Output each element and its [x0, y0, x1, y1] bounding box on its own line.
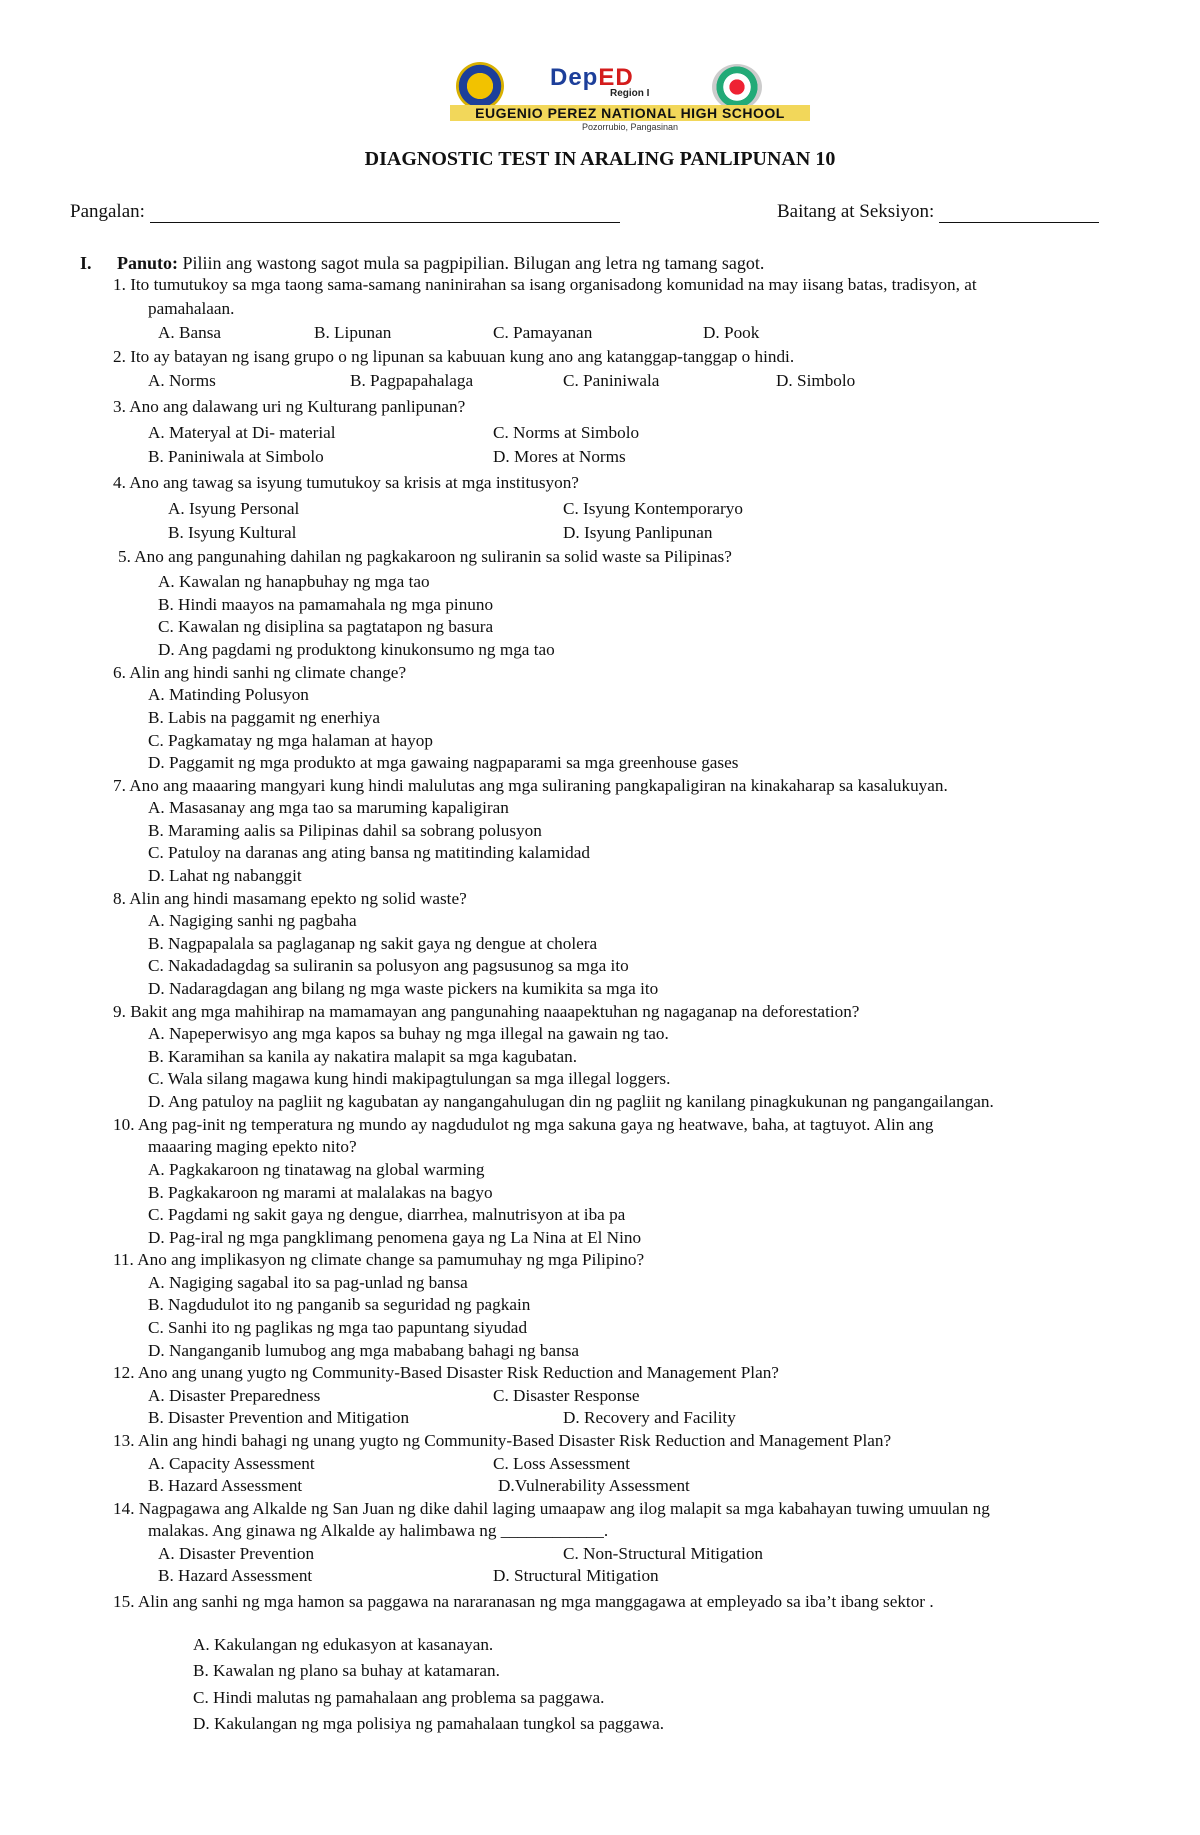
question-text: 7. Ano ang maaaring mangyari kung hindi malulutas ang mga suliraning pangkapaligiran na kinakaharap sa kasalukuyan. — [113, 776, 948, 795]
answer-choice[interactable]: C. Nakadadagdag sa suliranin sa polusyon ang pagsusunog sa mga ito — [148, 956, 629, 975]
answer-choice[interactable]: B. Labis na paggamit ng enerhiya — [148, 708, 380, 727]
answer-choice[interactable]: B. Pagkakaroon ng marami at malalakas na bagyo — [148, 1183, 493, 1202]
question-text: 3. Ano ang dalawang uri ng Kulturang panlipunan? — [113, 397, 466, 416]
answer-choice[interactable]: A. Disaster Preparedness — [148, 1386, 321, 1405]
answer-choice[interactable]: C. Wala silang magawa kung hindi makipagtulungan sa mga illegal loggers. — [148, 1069, 671, 1088]
answer-choice[interactable]: C. Paniniwala — [563, 371, 660, 390]
name-blank[interactable] — [150, 205, 620, 223]
answer-choice[interactable]: A. Kakulangan ng edukasyon at kasanayan. — [193, 1635, 494, 1654]
answer-choice[interactable]: D. Isyung Panlipunan — [563, 523, 713, 542]
school-header — [450, 58, 810, 134]
question-text: 5. Ano ang pangunahing dahilan ng pagkakaroon ng suliranin sa solid waste sa Pilipinas? — [118, 547, 732, 566]
instruction-label: Panuto: — [117, 253, 179, 273]
answer-choice[interactable]: B. Lipunan — [314, 323, 392, 342]
answer-choice[interactable]: A. Materyal at Di- material — [148, 423, 336, 442]
question-text: 2. Ito ay batayan ng isang grupo o ng lipunan sa kabuuan kung ano ang katanggap-tanggap o hindi. — [113, 347, 795, 366]
section-blank[interactable] — [939, 205, 1099, 223]
instruction-text: Piliin ang wastong sagot mula sa pagpipilian. Bilugan ang letra ng tamang sagot. — [178, 253, 765, 273]
question-text: 9. Bakit ang mga mahihirap na mamamayan ang pangunahing naaapektuhan ng nagaganap na deforestation? — [113, 1002, 860, 1021]
question-text-continued: pamahalaan. — [148, 299, 235, 318]
question-text: 4. Ano ang tawag sa isyung tumutukoy sa krisis at mga institusyon? — [113, 473, 579, 492]
question-text: 6. Alin ang hindi sanhi ng climate change? — [113, 663, 407, 682]
instruction — [80, 253, 764, 274]
answer-choice[interactable]: C. Disaster Response — [493, 1386, 640, 1405]
question-text: 13. Alin ang hindi bahagi ng unang yugto ng Community-Based Disaster Risk Reduction and Management Plan? — [113, 1431, 892, 1450]
answer-choice[interactable]: D. Kakulangan ng mga polisiya ng pamahalaan tungkol sa paggawa. — [193, 1714, 665, 1733]
answer-choice[interactable]: D. Paggamit ng mga produkto at mga gawaing nagpaparami sa mga greenhouse gases — [148, 753, 739, 772]
answer-choice[interactable]: C. Non-Structural Mitigation — [563, 1544, 764, 1563]
answer-choice[interactable]: B. Pagpapahalaga — [350, 371, 474, 390]
answer-choice[interactable]: A. Napeperwisyo ang mga kapos sa buhay ng mga illegal na gawain ng tao. — [148, 1024, 669, 1043]
brand-prefix: Dep — [550, 64, 599, 91]
answer-choice[interactable]: C. Loss Assessment — [493, 1454, 631, 1473]
answer-choice[interactable]: C. Pagdami ng sakit gaya ng dengue, diarrhea, malnutrisyon at iba pa — [148, 1205, 626, 1224]
question-text: 12. Ano ang unang yugto ng Community-Based Disaster Risk Reduction and Management Plan? — [113, 1363, 779, 1382]
section-label: Baitang at Seksiyon: — [777, 201, 935, 222]
answer-choice[interactable]: B. Hazard Assessment — [148, 1476, 303, 1495]
answer-choice[interactable]: D. Pook — [703, 323, 760, 342]
answer-choice[interactable]: D. Simbolo — [776, 371, 856, 390]
answer-choice[interactable]: D. Mores at Norms — [493, 447, 626, 466]
answer-choice[interactable]: B. Disaster Prevention and Mitigation — [148, 1408, 410, 1427]
answer-choice[interactable]: A. Disaster Prevention — [158, 1544, 315, 1563]
answer-choice[interactable]: D. Pag-iral ng mga pangklimang penomena gaya ng La Nina at El Nino — [148, 1228, 642, 1247]
page-title: DIAGNOSTIC TEST IN ARALING PANLIPUNAN 10 — [364, 148, 836, 170]
answer-choice[interactable]: B. Kawalan ng plano sa buhay at katamaran. — [193, 1661, 500, 1680]
answer-choice[interactable]: C. Hindi malutas ng pamahalaan ang problema sa paggawa. — [193, 1688, 605, 1707]
answer-choice[interactable]: C. Sanhi ito ng paglikas ng mga tao papuntang siyudad — [148, 1318, 528, 1337]
school-name: EUGENIO PEREZ NATIONAL HIGH SCHOOL — [450, 105, 810, 121]
instruction-number: I. — [80, 253, 92, 273]
answer-choice[interactable]: A. Norms — [148, 371, 216, 390]
question-text-continued: malakas. Ang ginawa ng Alkalde ay halimbawa ng ____________. — [148, 1521, 609, 1540]
answer-choice[interactable]: A. Isyung Personal — [168, 499, 300, 518]
answer-choice[interactable]: C. Patuloy na daranas ang ating bansa ng matitinding kalamidad — [148, 843, 590, 862]
answer-choice[interactable]: B. Hazard Assessment — [158, 1566, 313, 1585]
answer-choice[interactable]: A. Matinding Polusyon — [148, 685, 309, 704]
answer-choice[interactable]: B. Hindi maayos na pamamahala ng mga pinuno — [158, 595, 494, 614]
region-label: Region I — [610, 88, 650, 99]
answer-choice[interactable]: D. Nadaragdagan ang bilang ng mga waste pickers na kumikita sa mga ito — [148, 979, 659, 998]
answer-choice[interactable]: B. Karamihan sa kanila ay nakatira malapit sa mga kagubatan. — [148, 1047, 578, 1066]
answer-choice[interactable]: A. Pagkakaroon ng tinatawag na global warming — [148, 1160, 485, 1179]
question-text: 15. Alin ang sanhi ng mga hamon sa paggawa na nararanasan ng mga manggagawa at empleyado sa iba’t ibang sektor . — [113, 1592, 934, 1611]
question-text: 11. Ano ang implikasyon ng climate change sa pamumuhay ng mga Pilipino? — [113, 1250, 645, 1269]
answer-choice[interactable]: D. Ang pagdami ng produktong kinukonsumo ng mga tao — [158, 640, 555, 659]
school-town: Pozorrubio, Pangasinan — [581, 122, 679, 132]
question-text: 8. Alin ang hindi masamang epekto ng solid waste? — [113, 889, 467, 908]
question-text: 1. Ito tumutukoy sa mga taong sama-samang naninirahan sa isang organisadong komunidad na may iisang batas, tradisyon, at — [113, 275, 977, 294]
division-seal-icon — [456, 62, 504, 110]
answer-choice[interactable]: B. Nagdudulot ito ng panganib sa seguridad ng pagkain — [148, 1295, 531, 1314]
answer-choice[interactable]: C. Pagkamatay ng mga halaman at hayop — [148, 731, 433, 750]
school-seal-icon — [712, 64, 762, 110]
name-label: Pangalan: — [70, 201, 145, 222]
answer-choice[interactable]: A. Nagiging sagabal ito sa pag-unlad ng bansa — [148, 1273, 468, 1292]
brand-suffix: ED — [598, 64, 634, 91]
answer-choice[interactable]: B. Paniniwala at Simbolo — [148, 447, 324, 466]
name-field — [70, 201, 620, 223]
answer-choice[interactable]: A. Nagiging sanhi ng pagbaha — [148, 911, 357, 930]
answer-choice[interactable]: D. Recovery and Facility — [563, 1408, 736, 1427]
answer-choice[interactable]: D. Ang patuloy na pagliit ng kagubatan ay nangangahulugan din ng pagliit ng kanilang pinagkukunan ng pangangailangan. — [148, 1092, 994, 1111]
answer-choice[interactable]: B. Isyung Kultural — [168, 523, 297, 542]
answer-choice[interactable]: B. Nagpapalala sa paglaganap ng sakit gaya ng dengue at cholera — [148, 934, 598, 953]
answer-choice[interactable]: A. Masasanay ang mga tao sa maruming kapaligiran — [148, 798, 509, 817]
question-text-continued: maaaring maging epekto nito? — [148, 1137, 357, 1156]
answer-choice[interactable]: D.Vulnerability Assessment — [498, 1476, 690, 1495]
answer-choice[interactable]: A. Bansa — [158, 323, 222, 342]
answer-choice[interactable]: A. Kawalan ng hanapbuhay ng mga tao — [158, 572, 430, 591]
answer-choice[interactable]: C. Kawalan ng disiplina sa pagtatapon ng basura — [158, 617, 494, 636]
answer-choice[interactable]: C. Isyung Kontemporaryo — [563, 499, 743, 518]
answer-choice[interactable]: A. Capacity Assessment — [148, 1454, 315, 1473]
answer-choice[interactable]: C. Pamayanan — [493, 323, 593, 342]
answer-choice[interactable]: D. Structural Mitigation — [493, 1566, 659, 1585]
answer-choice[interactable]: D. Nanganganib lumubog ang mga mababang bahagi ng bansa — [148, 1341, 580, 1360]
answer-choice[interactable]: C. Norms at Simbolo — [493, 423, 640, 442]
answer-choice[interactable]: D. Lahat ng nabanggit — [148, 866, 302, 885]
question-text: 14. Nagpagawa ang Alkalde ng San Juan ng dike dahil laging umaapaw ang ilog malapit sa mga kabahayan tuwing umuulan ng — [113, 1499, 990, 1518]
question-text: 10. Ang pag-init ng temperatura ng mundo ay nagdudulot ng mga sakuna gaya ng heatwave, baha, at tagtuyot. Alin ang — [113, 1115, 934, 1134]
section-field — [777, 201, 1099, 223]
answer-choice[interactable]: B. Maraming aalis sa Pilipinas dahil sa sobrang polusyon — [148, 821, 542, 840]
